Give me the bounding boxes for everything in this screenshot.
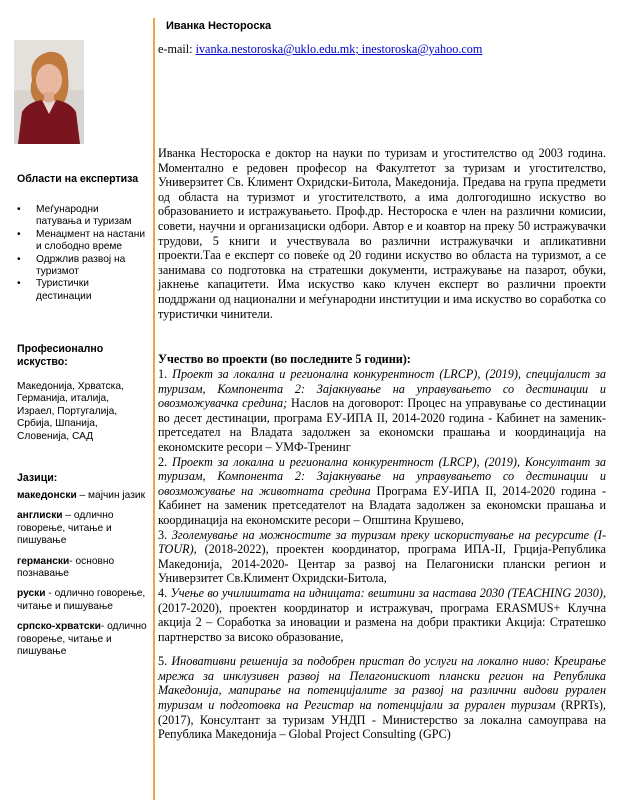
project-item: 5. Иновативни решенија за подобрен пристап до услуги на локално ниво: Креирање мрежа за инклузивен развој на Пелагонискиот плански регион на Република Македонија, мапирање на потенцијалите за развој на различни видови рурален туризам и подготовка на Регистар на потенцијали за рурален туризам (RPRTs), (2017), Консултант за туризам УНДП - Министерство за локална самоуправа на Република Македонија – Global Project Consulting (GPC) <box>158 654 607 742</box>
language-item: македонски – мајчин јазик <box>17 490 146 501</box>
expertise-item: • Меѓународни патувања и туризам <box>17 204 147 229</box>
expertise-item: • Менаџмент на настани и слободно време <box>17 229 147 254</box>
projects-list <box>158 367 606 742</box>
email-row <box>158 42 482 57</box>
languages-list <box>17 490 149 666</box>
biography: Иванка Несторoска е доктор на науки по туризам и угостителство од 2003 година. Моментално е редовен професор на Факултетот за туризам и угостителство, Универзитет Св. Климент Охридски-Битола, Македонија. Предава на група предмети од областа на туризмот и угостителството, а има долгогодишно искуство во образованието и истражувањето. Проф.др. Несторoска е член на различни комисии, совети, научни и организациски одбори. Автор е и коавтор на преку 50 истражувачки трудови, 5 книги и учествувала во различни истражувачки и апликативни проекти.Таа е експерт со повеќе од 20 години искуство во областа на туризмот, а се занимава со подготовка на стратешки документи, истражување на пазарот, обуки, јакнење капацитети. Има искуство како клучен експерт во различни проекти поддржани од национални и меѓународни институции и има искуство во соработка со туристички чинители. <box>158 146 606 321</box>
expertise-heading: Области на експертиза <box>17 173 139 185</box>
expertise-item: • Туристички дестинации <box>17 278 147 303</box>
column-divider <box>153 18 155 800</box>
project-item: 4. Учење во училиштата на идницата: вештини за настава 2030 (TEACHING 2030),(2017-2020), проектен координатор и истражувач, програма ERASMUS+ Клучна акција 2 – Соработка за иновации и размена на добри практики Акција: Стратешко партнерство за високо образование, <box>158 585 606 644</box>
person-name: Иванка Несторoска <box>166 20 272 32</box>
language-item: германски- основно познавање <box>17 555 115 580</box>
expertise-item: • Одржлив развој на туризмот <box>17 254 147 279</box>
languages-heading: Јазици: <box>17 472 58 484</box>
expertise-list <box>17 204 147 303</box>
profile-photo <box>14 40 84 144</box>
sidebar <box>0 0 152 800</box>
projects-heading: Учество во проекти (во последните 5 години): <box>158 352 411 366</box>
language-item: руски - одлично говорење, читање и пишување <box>17 588 146 612</box>
email-label: e-mail: <box>158 42 193 56</box>
email-links[interactable]: ivanka.nestoroska@uklo.edu.mk; inestoroska@yahoo.com <box>195 42 483 56</box>
project-item: 3. Зголемување на можностите за туризам преку искористување на ресурсите (I-TOUR), (2018-2022), проектен координатор, програма ИПА-II, Грција-Република Македонија, 2014-2020- Центар за развој на Пелагониски плански регион и Универзитет Св.Климент Охридски-Битола, <box>158 527 606 586</box>
project-item: 2. Проект за локална и регионална конкурентност (LRCP), (2019), Консултант за туризам, Компонента 2: Зајакнување на управувањето со дестинации и овозможување на животната средина Програма ЕУ-ИПА II, 2014-2020 година - Кабинет на заменик претседателот на Владата задолжен за економски прашања и координација на економските ресори – Општина Крушево, <box>158 454 606 527</box>
project-item: 1. Проект за локална и регионална конкурентност (LRCP), (2019), специјалист за туризам, Компонента 2: Зајакнување на управувањето со дестинации и овозможувачка средина; Наслов на договорот: Процес на управување со дестинации во десет дестинации, програма ЕУ-ИПА II, 2014-2020 година - Кабинет на заменик-претседател на Владата задолжен за економски прашања и координација на економските ресори – УМФ-Тренинг <box>158 367 606 454</box>
language-item: српско-хрватски- одлично говорење, читање и пишување <box>17 621 147 658</box>
language-item: англиски – одлично говорење, читање и пишување <box>17 510 114 547</box>
countries-list: Македонија, Хрватска, Германија, италија, Израел, Португалија, Србија, Шпанија, Словенија, САД <box>17 381 124 442</box>
experience-heading: Професионално искуство: <box>17 343 104 368</box>
